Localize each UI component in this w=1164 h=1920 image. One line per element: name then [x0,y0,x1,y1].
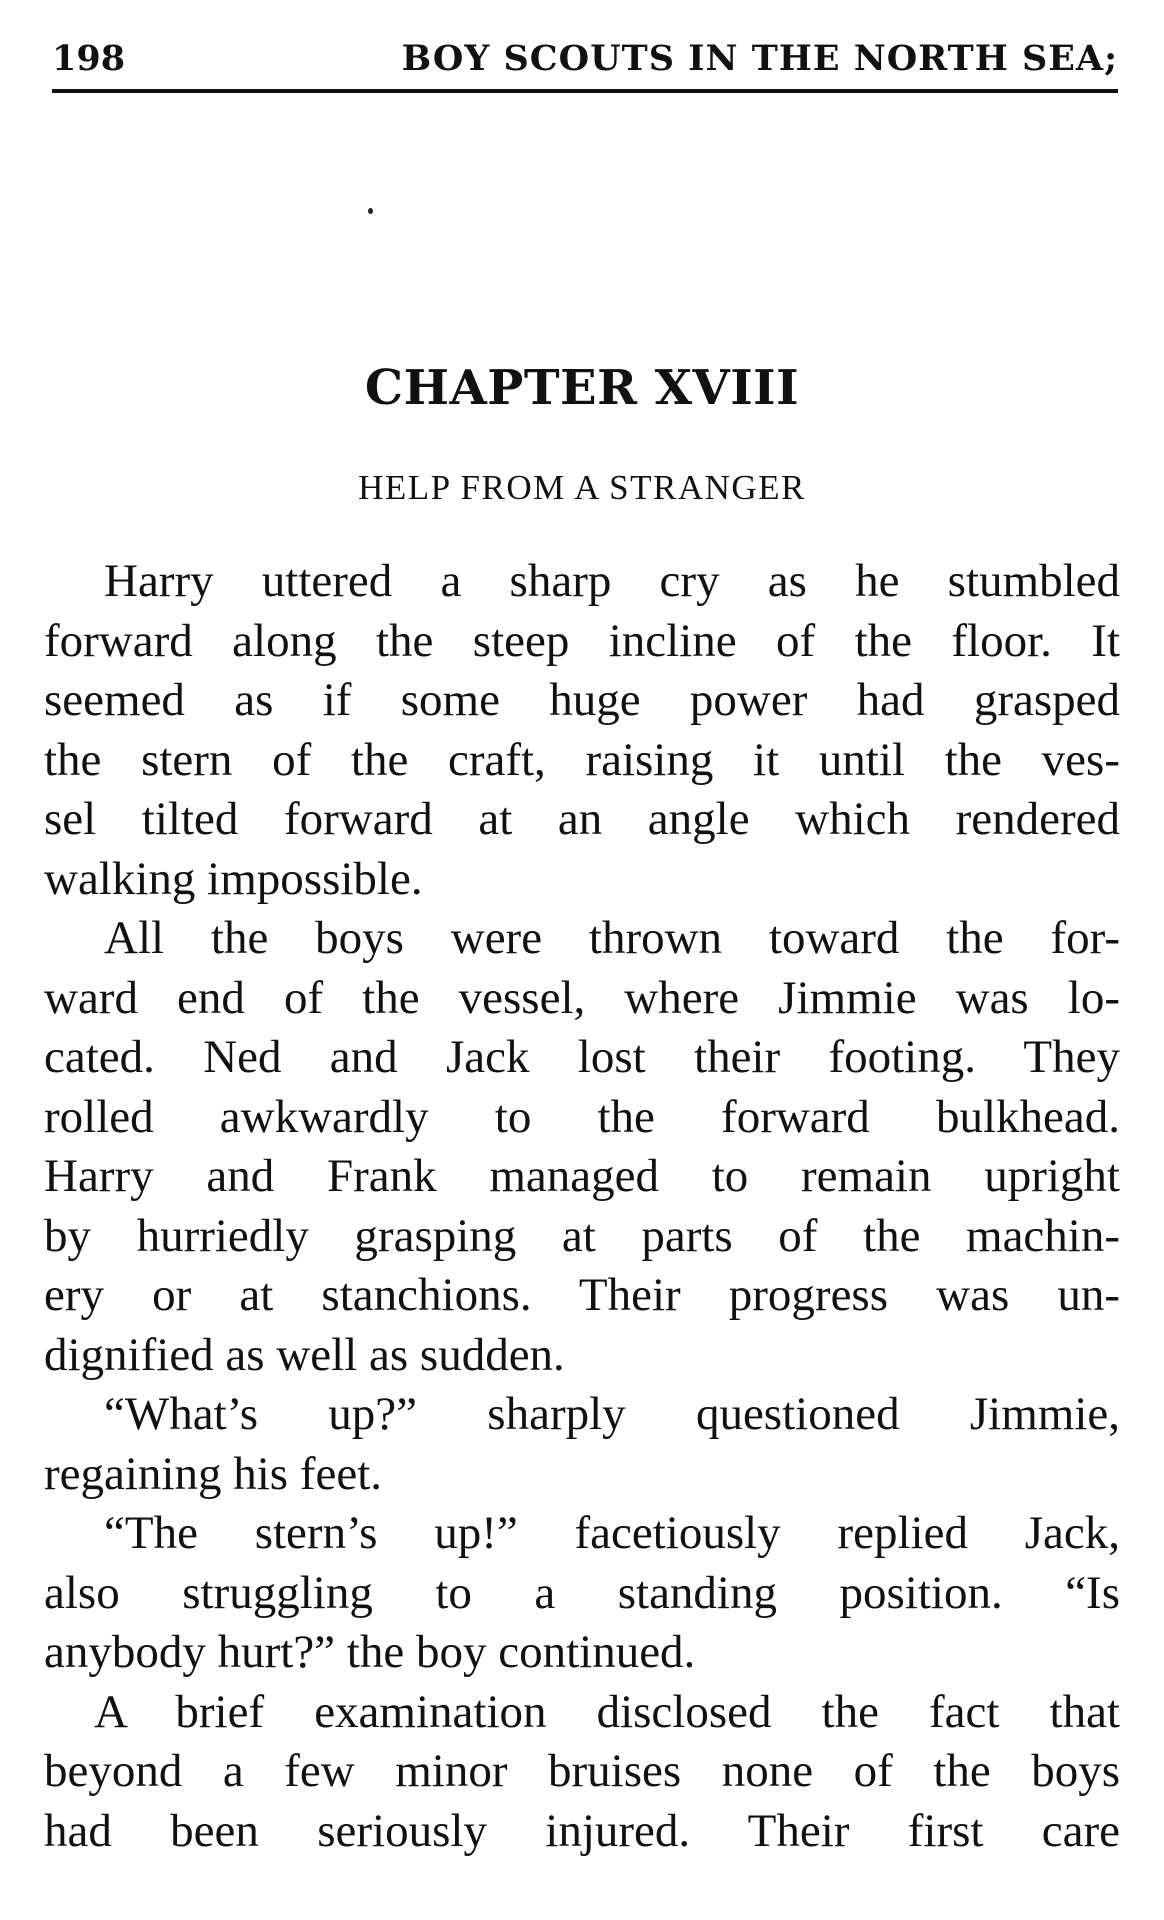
text-line: the stern of the craft, raising it until the ves- [44,733,1120,786]
text-line: forward along the steep incline of the floor. It [44,614,1120,667]
chapter-subtitle: HELP FROM A STRANGER [358,468,806,507]
text-line: had been seriously injured. Their first care [44,1804,1120,1857]
text-line: “The stern’s up!” facetiously replied Jack, [104,1507,1120,1559]
text-line: A brief examination disclosed the fact that [94,1685,1120,1738]
text-line: ery or at stanchions. Their progress was un- [44,1269,1120,1321]
body-text [44,552,1120,1861]
running-header [52,30,1118,86]
text-line: dignified as well as sudden. [44,1328,565,1381]
text-line: sel tilted forward at an angle which rendered [44,793,1120,845]
chapter-title: CHAPTER XVIII [364,360,800,416]
text-line: Harry and Frank managed to remain upright [44,1150,1120,1202]
print-speck [368,208,373,214]
text-line: walking impossible. [44,852,423,905]
text-line: by hurriedly grasping at parts of the machin- [44,1209,1120,1262]
text-line: seemed as if some huge power had grasped [44,674,1120,726]
text-line: regaining his feet. [44,1447,383,1500]
text-line: cated. Ned and Jack lost their footing. They [44,1031,1120,1083]
text-line: anybody hurt?” the boy continued. [44,1626,696,1678]
page-number: 198 [52,38,126,79]
running-title: BOY SCOUTS IN THE NORTH SEA; [401,38,1118,79]
header-rule [52,89,1118,93]
text-line: also struggling to a standing position. “Is [44,1566,1120,1619]
text-line: beyond a few minor bruises none of the boys [44,1745,1120,1797]
text-line: rolled awkwardly to the forward bulkhead. [44,1090,1120,1143]
text-line: All the boys were thrown toward the for- [104,912,1120,964]
text-line: “What’s up?” sharply questioned Jimmie, [104,1388,1120,1440]
text-line: Harry uttered a sharp cry as he stumbled [104,555,1120,607]
text-line: ward end of the vessel, where Jimmie was lo- [44,971,1120,1024]
